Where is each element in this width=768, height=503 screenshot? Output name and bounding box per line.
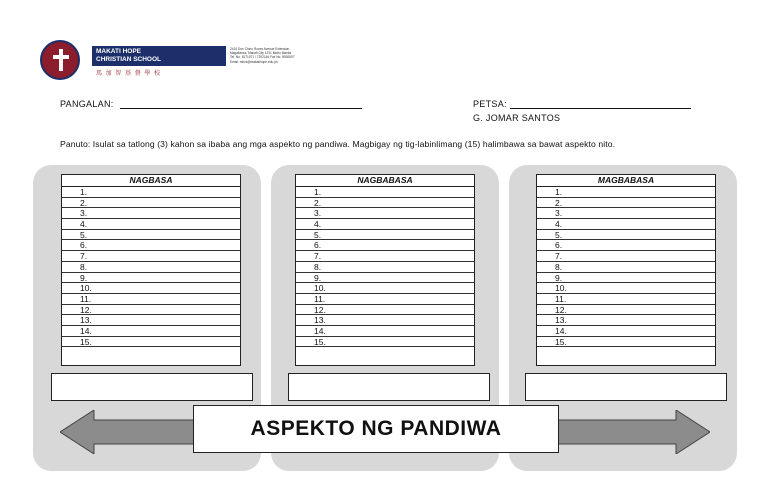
- table-row[interactable]: [62, 230, 240, 241]
- contact-line: Tel. No. 8171571 / 7292146 Fax No. 8930807: [230, 55, 295, 60]
- row-number: 2.: [314, 197, 322, 208]
- row-number: 10.: [314, 283, 326, 294]
- row-number: 7.: [555, 251, 563, 262]
- row-number: 1.: [314, 187, 322, 197]
- row-number: 5.: [555, 229, 563, 240]
- table-row[interactable]: [296, 262, 474, 273]
- table-row[interactable]: [296, 337, 474, 348]
- row-number: 11.: [555, 293, 567, 304]
- banner-title: ASPEKTO NG PANDIWA: [193, 405, 559, 453]
- table-row[interactable]: [537, 251, 715, 262]
- row-number: 7.: [80, 251, 88, 262]
- row-number: 8.: [555, 261, 563, 272]
- table-row[interactable]: [296, 208, 474, 219]
- aspect-table-2: [295, 174, 475, 366]
- aspect-table-3: [536, 174, 716, 366]
- table-row[interactable]: [62, 283, 240, 294]
- table-row[interactable]: [62, 294, 240, 305]
- aspect-answer-box-3[interactable]: [525, 373, 727, 401]
- table-row[interactable]: [62, 251, 240, 262]
- table-row[interactable]: [537, 315, 715, 326]
- aspect-answer-box-2[interactable]: [288, 373, 490, 401]
- row-number: 13.: [314, 315, 326, 326]
- row-number: 13.: [80, 315, 92, 326]
- row-number: 9.: [80, 272, 88, 283]
- row-number: 12.: [80, 304, 92, 315]
- name-field[interactable]: [120, 108, 362, 109]
- row-number: 15.: [80, 336, 92, 347]
- contact-line: Email: mhcs@makatihope.edu.ph: [230, 59, 278, 64]
- table-header: NAGBASA: [62, 175, 240, 187]
- table-row[interactable]: [537, 305, 715, 316]
- row-number: 10.: [555, 283, 567, 294]
- table-row[interactable]: [537, 230, 715, 241]
- table-row[interactable]: [537, 337, 715, 348]
- table-row[interactable]: [62, 198, 240, 209]
- table-row[interactable]: [62, 240, 240, 251]
- row-number: 14.: [314, 325, 326, 336]
- aspect-table-1: [61, 174, 241, 366]
- teacher-name: G. JOMAR SANTOS: [473, 113, 561, 123]
- table-row[interactable]: [62, 273, 240, 284]
- table-row[interactable]: [537, 294, 715, 305]
- school-name-line1: MAKATI HOPE: [96, 48, 142, 55]
- row-number: 12.: [555, 304, 567, 315]
- row-number: 9.: [555, 272, 563, 283]
- table-row[interactable]: [537, 240, 715, 251]
- row-number: 7.: [314, 251, 322, 262]
- row-number: 15.: [555, 336, 567, 347]
- row-number: 4.: [555, 219, 563, 230]
- table-row[interactable]: [537, 326, 715, 337]
- row-number: 14.: [555, 325, 567, 336]
- row-number: 5.: [314, 229, 322, 240]
- row-number: 10.: [80, 283, 92, 294]
- table-row[interactable]: [62, 326, 240, 337]
- table-row[interactable]: [296, 187, 474, 198]
- row-number: 1.: [80, 187, 88, 197]
- table-row[interactable]: [296, 219, 474, 230]
- table-row[interactable]: [62, 262, 240, 273]
- row-number: 9.: [314, 272, 322, 283]
- table-row[interactable]: [62, 219, 240, 230]
- school-logo: [40, 40, 295, 80]
- row-number: 6.: [555, 240, 563, 251]
- table-row[interactable]: [296, 315, 474, 326]
- row-number: 2.: [555, 197, 563, 208]
- row-number: 2.: [80, 197, 88, 208]
- table-row[interactable]: [296, 230, 474, 241]
- row-number: 14.: [80, 325, 92, 336]
- table-row[interactable]: [537, 273, 715, 284]
- school-name: [92, 46, 226, 66]
- table-row[interactable]: [296, 273, 474, 284]
- table-header: MAGBABASA: [537, 175, 715, 187]
- table-row[interactable]: [537, 187, 715, 198]
- row-number: 3.: [314, 208, 322, 219]
- name-label: PANGALAN:: [60, 99, 114, 109]
- row-number: 4.: [314, 219, 322, 230]
- table-row[interactable]: [296, 326, 474, 337]
- row-number: 12.: [314, 304, 326, 315]
- table-row[interactable]: [537, 198, 715, 209]
- row-number: 11.: [314, 293, 326, 304]
- table-row[interactable]: [296, 283, 474, 294]
- table-row[interactable]: [62, 305, 240, 316]
- table-header: NAGBABASA: [296, 175, 474, 187]
- row-number: 6.: [314, 240, 322, 251]
- row-number: 6.: [80, 240, 88, 251]
- row-number: 11.: [80, 293, 92, 304]
- date-label: PETSA:: [473, 99, 507, 109]
- row-number: 15.: [314, 336, 326, 347]
- row-number: 1.: [555, 187, 563, 197]
- table-row[interactable]: [537, 283, 715, 294]
- row-number: 4.: [80, 219, 88, 230]
- aspect-answer-box-1[interactable]: [51, 373, 253, 401]
- table-row[interactable]: [296, 240, 474, 251]
- row-number: 3.: [555, 208, 563, 219]
- row-number: 8.: [80, 261, 88, 272]
- table-row[interactable]: [62, 337, 240, 348]
- school-name-line2: CHRISTIAN SCHOOL: [96, 56, 161, 63]
- table-row[interactable]: [296, 305, 474, 316]
- table-row[interactable]: [296, 294, 474, 305]
- table-row[interactable]: [296, 198, 474, 209]
- instructions: Panuto: Isulat sa tatlong (3) kahon sa ibaba ang mga aspekto ng pandiwa. Magbigay ng tig-labinlimang (15) halimbawa sa bawat aspekto nito.: [60, 139, 616, 149]
- table-row[interactable]: [62, 315, 240, 326]
- table-row[interactable]: [537, 208, 715, 219]
- table-row[interactable]: [537, 219, 715, 230]
- row-number: 13.: [555, 315, 567, 326]
- table-row[interactable]: [62, 208, 240, 219]
- school-chinese-name: 馬 加 智 基 督 學 校: [96, 71, 162, 77]
- school-contact: [230, 47, 310, 64]
- row-number: 5.: [80, 229, 88, 240]
- table-row[interactable]: [62, 187, 240, 198]
- contact-line: Magallanes, Makati City 1231 Metro Manila: [230, 51, 292, 56]
- row-number: 3.: [80, 208, 88, 219]
- table-row[interactable]: [537, 262, 715, 273]
- table-row[interactable]: [296, 251, 474, 262]
- date-field[interactable]: [510, 108, 691, 109]
- school-seal-icon: [40, 40, 80, 80]
- contact-line: 2415 Don Chino Roces Avenue Extension: [230, 47, 290, 51]
- row-number: 8.: [314, 261, 322, 272]
